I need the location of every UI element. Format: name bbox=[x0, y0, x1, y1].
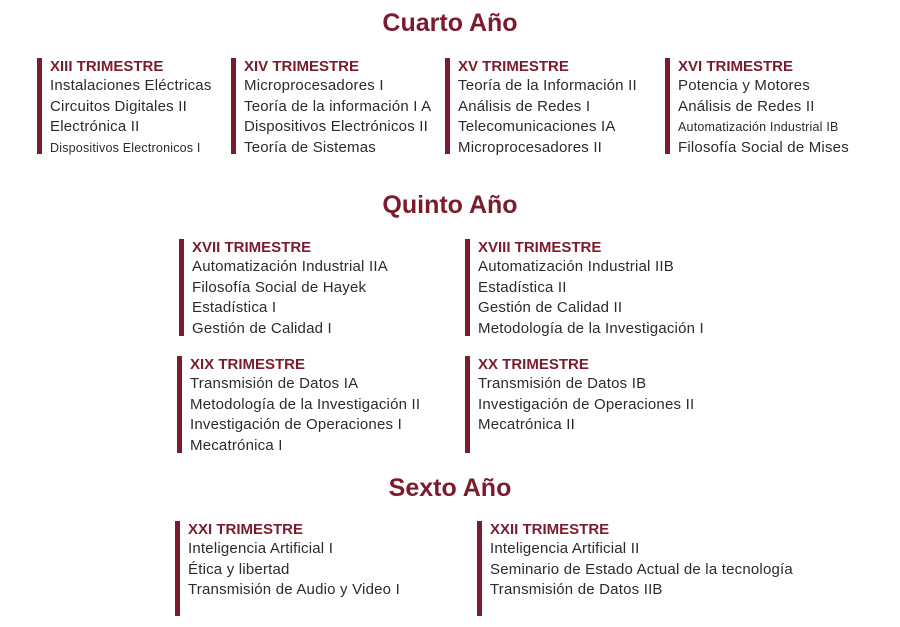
trimester-heading: XXI TRIMESTRE bbox=[188, 521, 304, 538]
course-item: Ética y libertad bbox=[188, 560, 290, 578]
course-item: Transmisión de Audio y Video I bbox=[188, 581, 400, 598]
trimester-block-xviii bbox=[465, 239, 704, 336]
course-item: Teoría de Sistemas bbox=[244, 138, 376, 156]
course-item: Instalaciones Eléctricas bbox=[50, 77, 212, 94]
course-item: Microprocesadores II bbox=[458, 138, 603, 156]
course-list bbox=[192, 257, 388, 339]
course-item: Investigación de Operaciones II bbox=[478, 395, 695, 413]
trimester-heading: XVI TRIMESTRE bbox=[678, 58, 794, 75]
course-list bbox=[478, 257, 704, 339]
course-item: Telecomunicaciones IA bbox=[458, 118, 616, 135]
course-item: Dispositivos Electrónicos II bbox=[244, 118, 428, 135]
trimester-block-xv bbox=[445, 58, 637, 154]
trimester-block-xxi bbox=[175, 521, 400, 616]
course-item: Electrónica II bbox=[50, 118, 140, 135]
course-item: Mecatrónica II bbox=[478, 416, 576, 433]
trimester-heading: XV TRIMESTRE bbox=[458, 58, 569, 75]
trimester-heading: XIX TRIMESTRE bbox=[190, 356, 306, 373]
course-item: Automatización Industrial IB bbox=[678, 120, 839, 134]
course-item: Filosofía Social de Mises bbox=[678, 138, 849, 156]
course-item: Teoría de la Información II bbox=[458, 77, 637, 94]
trimester-heading: XX TRIMESTRE bbox=[478, 356, 589, 373]
course-item: Análisis de Redes I bbox=[458, 97, 591, 115]
trimester-block-xxii bbox=[477, 521, 793, 616]
year-title-cuarto: Cuarto Año bbox=[382, 9, 518, 37]
course-item: Inteligencia Artificial II bbox=[490, 540, 640, 557]
trimester-block-xix bbox=[177, 356, 420, 453]
trimester-block-xiv bbox=[231, 58, 431, 154]
course-list bbox=[478, 374, 694, 436]
trimester-heading: XVII TRIMESTRE bbox=[192, 239, 312, 256]
trimester-block-xvii bbox=[179, 239, 388, 336]
trimester-block-xvi bbox=[665, 58, 849, 154]
course-item: Teoría de la información I A bbox=[244, 97, 432, 115]
course-item: Estadística II bbox=[478, 278, 567, 296]
course-item: Potencia y Motores bbox=[678, 77, 810, 94]
course-item: Metodología de la Investigación II bbox=[190, 395, 421, 413]
year-title-quinto: Quinto Año bbox=[382, 191, 518, 219]
course-item: Inteligencia Artificial I bbox=[188, 540, 334, 557]
course-item: Automatización Industrial IIA bbox=[192, 258, 388, 275]
course-item: Transmisión de Datos IIB bbox=[490, 581, 663, 598]
course-item: Dispositivos Electronicos I bbox=[50, 140, 201, 155]
course-item: Automatización Industrial IIB bbox=[478, 258, 674, 275]
course-list bbox=[490, 539, 793, 601]
course-item: Microprocesadores I bbox=[244, 77, 384, 94]
course-item: Investigación de Operaciones I bbox=[190, 416, 402, 433]
course-item: Mecatrónica I bbox=[190, 436, 283, 454]
course-item: Análisis de Redes II bbox=[678, 97, 815, 115]
course-item: Gestión de Calidad I bbox=[192, 319, 332, 337]
course-list bbox=[190, 374, 420, 456]
trimester-heading: XXII TRIMESTRE bbox=[490, 521, 610, 538]
course-item: Transmisión de Datos IA bbox=[190, 375, 359, 392]
course-list bbox=[188, 539, 400, 601]
trimester-heading: XVIII TRIMESTRE bbox=[478, 239, 602, 256]
course-item: Circuitos Digitales II bbox=[50, 97, 187, 115]
trimester-block-xiii bbox=[37, 58, 212, 154]
course-list bbox=[244, 76, 431, 158]
trimester-heading: XIV TRIMESTRE bbox=[244, 58, 360, 75]
course-item: Filosofía Social de Hayek bbox=[192, 278, 367, 296]
course-list bbox=[678, 76, 849, 158]
course-item: Transmisión de Datos IB bbox=[478, 375, 647, 392]
course-list bbox=[50, 76, 212, 158]
course-item: Seminario de Estado Actual de la tecnología bbox=[490, 560, 793, 578]
trimester-heading: XIII TRIMESTRE bbox=[50, 58, 164, 75]
course-item: Gestión de Calidad II bbox=[478, 299, 623, 316]
year-title-sexto: Sexto Año bbox=[388, 474, 512, 502]
trimester-block-xx bbox=[465, 356, 694, 453]
course-item: Metodología de la Investigación I bbox=[478, 319, 704, 337]
course-item: Estadística I bbox=[192, 299, 277, 316]
course-list bbox=[458, 76, 637, 158]
